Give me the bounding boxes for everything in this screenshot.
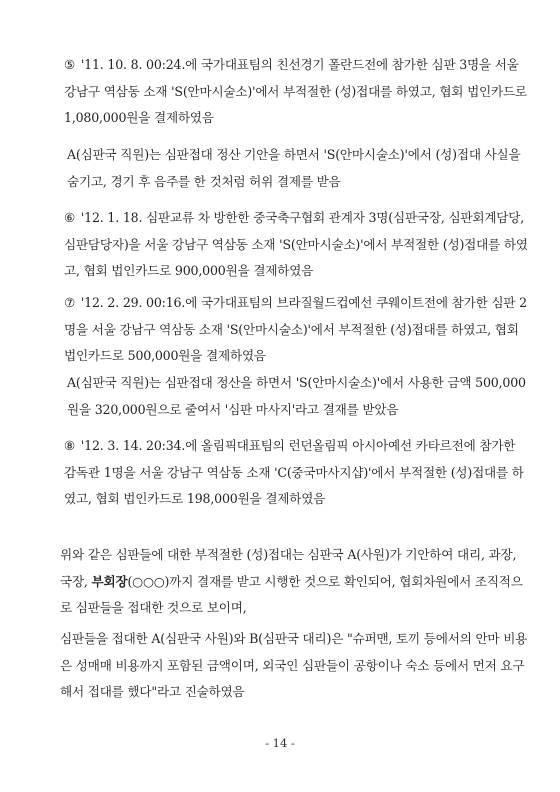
- item-marker: ⑦: [64, 295, 76, 310]
- item-text: '12. 2. 29. 00:16.에 국가대표팀의 브라질월드컵예선 쿠웨이트전에 참가한 심판 2명을 서울 강남구 역삼동 소재 'S(안마시술소)'에서 부적절한 (성)접대를 하였고, 협회 법인카드로 500,000원을 결제하였음: [64, 295, 527, 363]
- item-text: '12. 1. 18. 심판교류 차 방한한 중국축구협회 관계자 3명(심판국장, 심판회계담당, 심판담당자)을 서울 강남구 역삼동 소재 'S(안마시술소)'에서 부적절한 (성)접대를 하였고, 협회 법인카드로 900,000원을 결제하였음: [64, 210, 528, 278]
- item-note: A(심판국 직원)는 심판접대 정산을 하면서 'S(안마시술소)'에서 사용한 금액 500,000원을 320,000원으로 줄여서 '심판 마사지'라고 결재를 받았음: [67, 375, 526, 417]
- list-item-8: [64, 433, 528, 513]
- list-item-6: [64, 205, 528, 285]
- summary-text-after: (○○○)까지 결재를 받고 시행한 것으로 확인되어, 협회차원에서 조직적으로 심판들을 접대한 것으로 보이며,: [60, 573, 523, 615]
- page-number: - 14 -: [265, 736, 295, 750]
- list-item-5: [64, 52, 528, 132]
- item-marker: ⑥: [64, 210, 76, 225]
- list-item-7: [64, 290, 528, 370]
- statement-paragraph: 심판들을 접대한 A(심판국 사원)와 B(심판국 대리)은 "슈퍼맨, 토끼 등에서의 안마 비용은 성매매 비용까지 포함된 금액이며, 외국인 심판들이 공항이나 숙소 등에서 먼저 요구해서 접대를 했다"라고 진술하였음: [60, 631, 528, 699]
- item-note: A(심판국 직원)는 심판접대 정산 기안을 하면서 'S(안마시술소)'에서 (성)접대 사실을 숨기고, 경기 후 음주를 한 것처럼 허위 결제를 받음: [67, 147, 521, 189]
- summary-bold-text: 부회장: [91, 573, 128, 589]
- item-text: '12. 3. 14. 20:34.에 올림픽대표팀의 런던올림픽 아시아예선 카타르전에 참가한 감독관 1명을 서울 강남구 역삼동 소재 'C(중국마사지샵)'에서 부적절한 (성)접대를 하였고, 협회 법인카드로 198,000원을 결제하였음: [64, 438, 524, 506]
- item-marker: ⑤: [64, 57, 76, 72]
- summary-paragraph: [60, 542, 528, 622]
- item-marker: ⑧: [64, 438, 76, 453]
- item-text: '11. 10. 8. 00:24.에 국가대표팀의 친선경기 폴란드전에 참가한 심판 3명을 서울 강남구 역삼동 소재 'S(안마시술소)'에서 부적절한 (성)접대를 하였고, 협회 법인카드로 1,080,000원을 결제하였음: [64, 57, 527, 125]
- summary-text-before: 위와 같은 심판들에 대한 부적절한 (성)접대는 심판국 A(사원)가 기안하여 대리, 과장, 국장,: [60, 547, 517, 589]
